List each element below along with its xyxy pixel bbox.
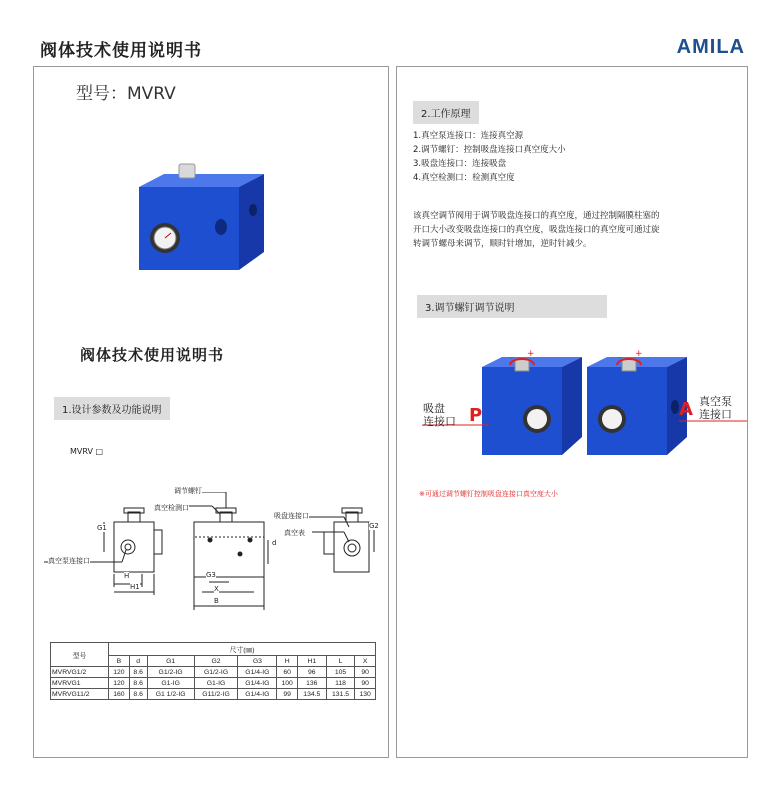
body-title: 阀体技术使用说明书	[80, 346, 225, 364]
minus-sign-left: -	[510, 353, 514, 363]
table-cell: 136	[297, 678, 326, 689]
technical-drawing	[44, 492, 384, 612]
table-cell: 60	[277, 667, 298, 678]
table-cell: G1/4-IG	[238, 678, 277, 689]
table-row	[51, 689, 376, 700]
section-2-title: 2.工作原理	[413, 101, 479, 124]
label-vacuum-gauge: 真空表	[284, 529, 305, 537]
dim-h: H	[124, 572, 130, 580]
label-pump-line1: 真空泵	[699, 395, 732, 408]
section-3-title: 3.调节螺钉调节说明	[417, 295, 607, 318]
paragraph-line: 该真空调节阀用于调节吸盘连接口的真空度，通过控制隔膜柱塞的	[413, 211, 660, 221]
label-cup-port: 吸盘连接口	[274, 512, 309, 520]
model-code: MVRV □	[70, 447, 104, 456]
table-row	[51, 667, 376, 678]
dim-d: d	[272, 539, 277, 547]
col-header: G1	[147, 656, 194, 667]
dim-h1: H1	[130, 583, 140, 591]
model-label: 型号：MVRV	[76, 84, 176, 104]
brand-logo: AMILA	[676, 36, 745, 58]
spec-table	[50, 642, 376, 700]
list-item: 3.吸盘连接口：连接吸盘	[413, 159, 507, 169]
table-cell: 8.6	[129, 689, 147, 700]
col-header: d	[129, 656, 147, 667]
table-cell: 90	[355, 678, 376, 689]
table-cell: G1/4-IG	[238, 667, 277, 678]
col-header: L	[326, 656, 355, 667]
dim-g2: G2	[369, 522, 379, 530]
table-header-model: 型号	[51, 643, 109, 667]
table-cell: G1/4-IG	[238, 689, 277, 700]
table-cell: 160	[109, 689, 130, 700]
list-item: 2.调节螺钉：控制吸盘连接口真空度大小	[413, 145, 566, 155]
table-cell: MVRVG1/2	[51, 667, 109, 678]
adjustment-note: ※可通过调节螺钉控制吸盘连接口真空度大小	[419, 490, 558, 498]
label-pump-port: 真空泵连接口	[48, 557, 90, 565]
table-cell: 134.5	[297, 689, 326, 700]
col-header: H	[277, 656, 298, 667]
table-cell: MVRVG11/2	[51, 689, 109, 700]
minus-sign-right: -	[619, 353, 623, 363]
label-cup-line2: 连接口	[423, 415, 456, 428]
table-cell: G1-IG	[194, 678, 238, 689]
paragraph-line: 开口大小改变吸盘连接口的真空度，吸盘连接口的真空度可通过旋	[413, 225, 660, 235]
col-header: B	[109, 656, 130, 667]
table-cell: 100	[277, 678, 298, 689]
dim-b: B	[214, 597, 219, 605]
table-cell: 8.6	[129, 678, 147, 689]
label-vacuum-port: 真空检测口	[154, 504, 189, 512]
table-header-size: 尺寸(㎜)	[109, 643, 376, 656]
table-cell: 118	[326, 678, 355, 689]
col-header: G2	[194, 656, 238, 667]
table-cell: 8.6	[129, 667, 147, 678]
table-cell: 105	[326, 667, 355, 678]
table-cell: G1-IG	[147, 678, 194, 689]
dim-x: X	[214, 585, 219, 593]
port-p-marker: P	[469, 405, 483, 426]
plus-sign-right: +	[635, 349, 643, 359]
table-cell: 131.5	[326, 689, 355, 700]
table-cell: G11/2-IG	[194, 689, 238, 700]
right-panel	[396, 66, 748, 758]
table-cell: 120	[109, 678, 130, 689]
dim-g3: G3	[206, 571, 216, 579]
label-adjust-screw: 调节螺钉	[174, 487, 202, 495]
table-cell: MVRVG1	[51, 678, 109, 689]
col-header: G3	[238, 656, 277, 667]
list-item: 1.真空泵连接口：连接真空源	[413, 131, 524, 141]
table-row	[51, 678, 376, 689]
label-pump-line2: 连接口	[699, 408, 732, 421]
table-cell: 90	[355, 667, 376, 678]
adjustment-photo	[417, 337, 747, 467]
paragraph-line: 转调节螺母来调节，顺时针增加，逆时针减少。	[413, 239, 592, 249]
table-cell: G1/2-IG	[147, 667, 194, 678]
table-cell: 120	[109, 667, 130, 678]
principle-list	[413, 129, 566, 185]
valve-product-image	[129, 162, 279, 277]
dim-g1: G1	[97, 524, 107, 532]
col-header: X	[355, 656, 376, 667]
table-cell: G1/2-IG	[194, 667, 238, 678]
page-header-title: 阀体技术使用说明书	[40, 41, 202, 61]
table-cell: G1 1/2-IG	[147, 689, 194, 700]
table-cell: 130	[355, 689, 376, 700]
port-a-marker: A	[679, 399, 693, 420]
principle-paragraph	[413, 209, 660, 251]
col-header: H1	[297, 656, 326, 667]
plus-sign-left: +	[527, 349, 535, 359]
list-item: 4.真空检测口：检测真空度	[413, 173, 515, 183]
left-panel	[33, 66, 389, 758]
table-cell: 99	[277, 689, 298, 700]
section-1-title: 1.设计参数及功能说明	[54, 397, 170, 420]
table-cell: 96	[297, 667, 326, 678]
label-cup-line1: 吸盘	[423, 402, 445, 415]
